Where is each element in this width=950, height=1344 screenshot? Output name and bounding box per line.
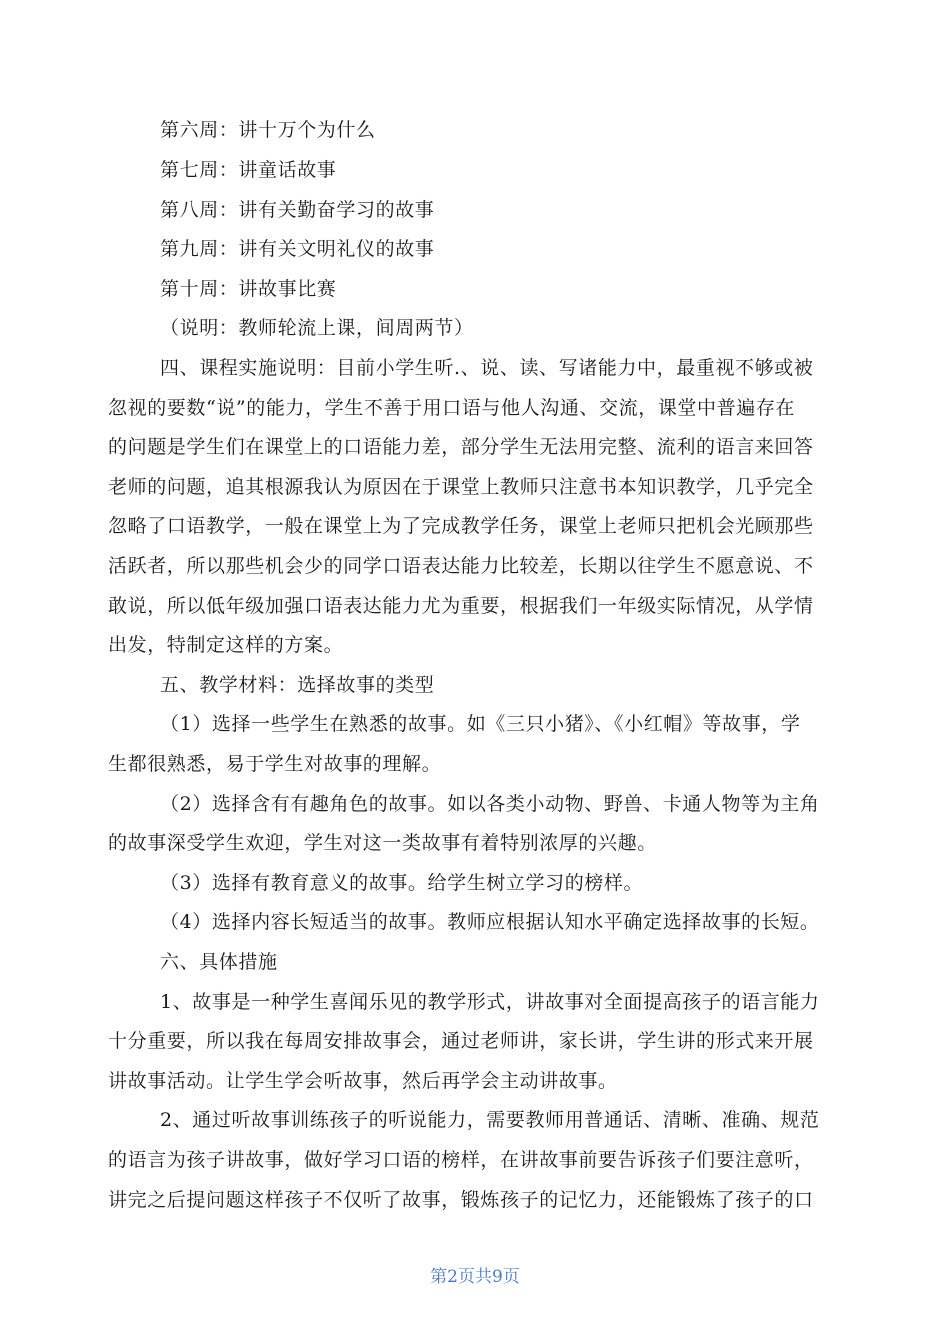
section5-heading: 五、教学材料：选择故事的类型 [160,674,435,696]
section6-line: 十分重要，所以我在每周安排故事会，通过老师讲，家长讲，学生讲的形式来开展 [108,1030,814,1052]
section4-line: 活跃者，所以那些机会少的同学口语表达能力比较差，长期以往学生不愿意说、不 [108,555,814,577]
section5-line: （2）选择含有有趣角色的故事。如以各类小动物、野兽、卡通人物等为主角 [160,793,820,815]
section6-heading: 六、具体措施 [160,951,278,973]
section6-line: 讲故事活动。让学生学会听故事，然后再学会主动讲故事。 [108,1070,618,1092]
section4-line: 的问题是学生们在课堂上的口语能力差，部分学生无法用完整、流利的语言来回答 [108,436,814,458]
section4-line: 出发，特制定这样的方案。 [108,634,344,656]
section5-line: （3）选择有教育意义的故事。给学生树立学习的榜样。 [160,872,644,894]
schedule-week-7: 第七周：讲童话故事 [160,159,337,181]
section6-line: 的语言为孩子讲故事，做好学习口语的榜样，在讲故事前要告诉孩子们要注意听， [108,1149,814,1171]
schedule-note: （说明：教师轮流上课，间周两节） [160,317,474,339]
schedule-week-9: 第九周：讲有关文明礼仪的故事 [160,238,435,260]
page-number-footer: 第2页共9页 [430,1267,520,1287]
section5-line: 生都很熟悉，易于学生对故事的理解。 [108,753,442,775]
schedule-week-8: 第八周：讲有关勤奋学习的故事 [160,199,435,221]
section4-line: 忽视的要数“说”的能力，学生不善于用口语与他人沟通、交流，课堂中普遍存在 [108,397,796,419]
section6-line: 1、故事是一种学生喜闻乐见的教学形式，讲故事对全面提高孩子的语言能力 [160,991,820,1013]
section5-line: （1）选择一些学生在熟悉的故事。如《三只小猪》、《小红帽》等故事，学 [160,713,801,735]
schedule-week-6: 第六周：讲十万个为什么 [160,119,376,141]
section5-line: 的故事深受学生欢迎，学生对这一类故事有着特别浓厚的兴趣。 [108,832,657,854]
section5-line: （4）选择内容长短适当的故事。教师应根据认知水平确定选择故事的长短。 [160,911,820,933]
section6-line: 讲完之后提问题这样孩子不仅听了故事，锻炼孩子的记忆力，还能锻炼了孩子的口 [108,1189,814,1211]
section4-line: 老师的问题，追其根源我认为原因在于课堂上教师只注意书本知识教学，几乎完全 [108,476,814,498]
schedule-week-10: 第十周：讲故事比赛 [160,278,337,300]
section4-line: 四、课程实施说明：目前小学生听.、说、读、写诸能力中，最重视不够或被 [160,357,814,379]
section6-line: 2、通过听故事训练孩子的听说能力，需要教师用普通话、清晰、准确、规范 [160,1109,820,1131]
section4-line: 忽略了口语教学，一般在课堂上为了完成教学任务，课堂上老师只把机会光顾那些 [108,515,814,537]
section4-line: 敢说，所以低年级加强口语表达能力尤为重要，根据我们一年级实际情况，从学情 [108,595,814,617]
